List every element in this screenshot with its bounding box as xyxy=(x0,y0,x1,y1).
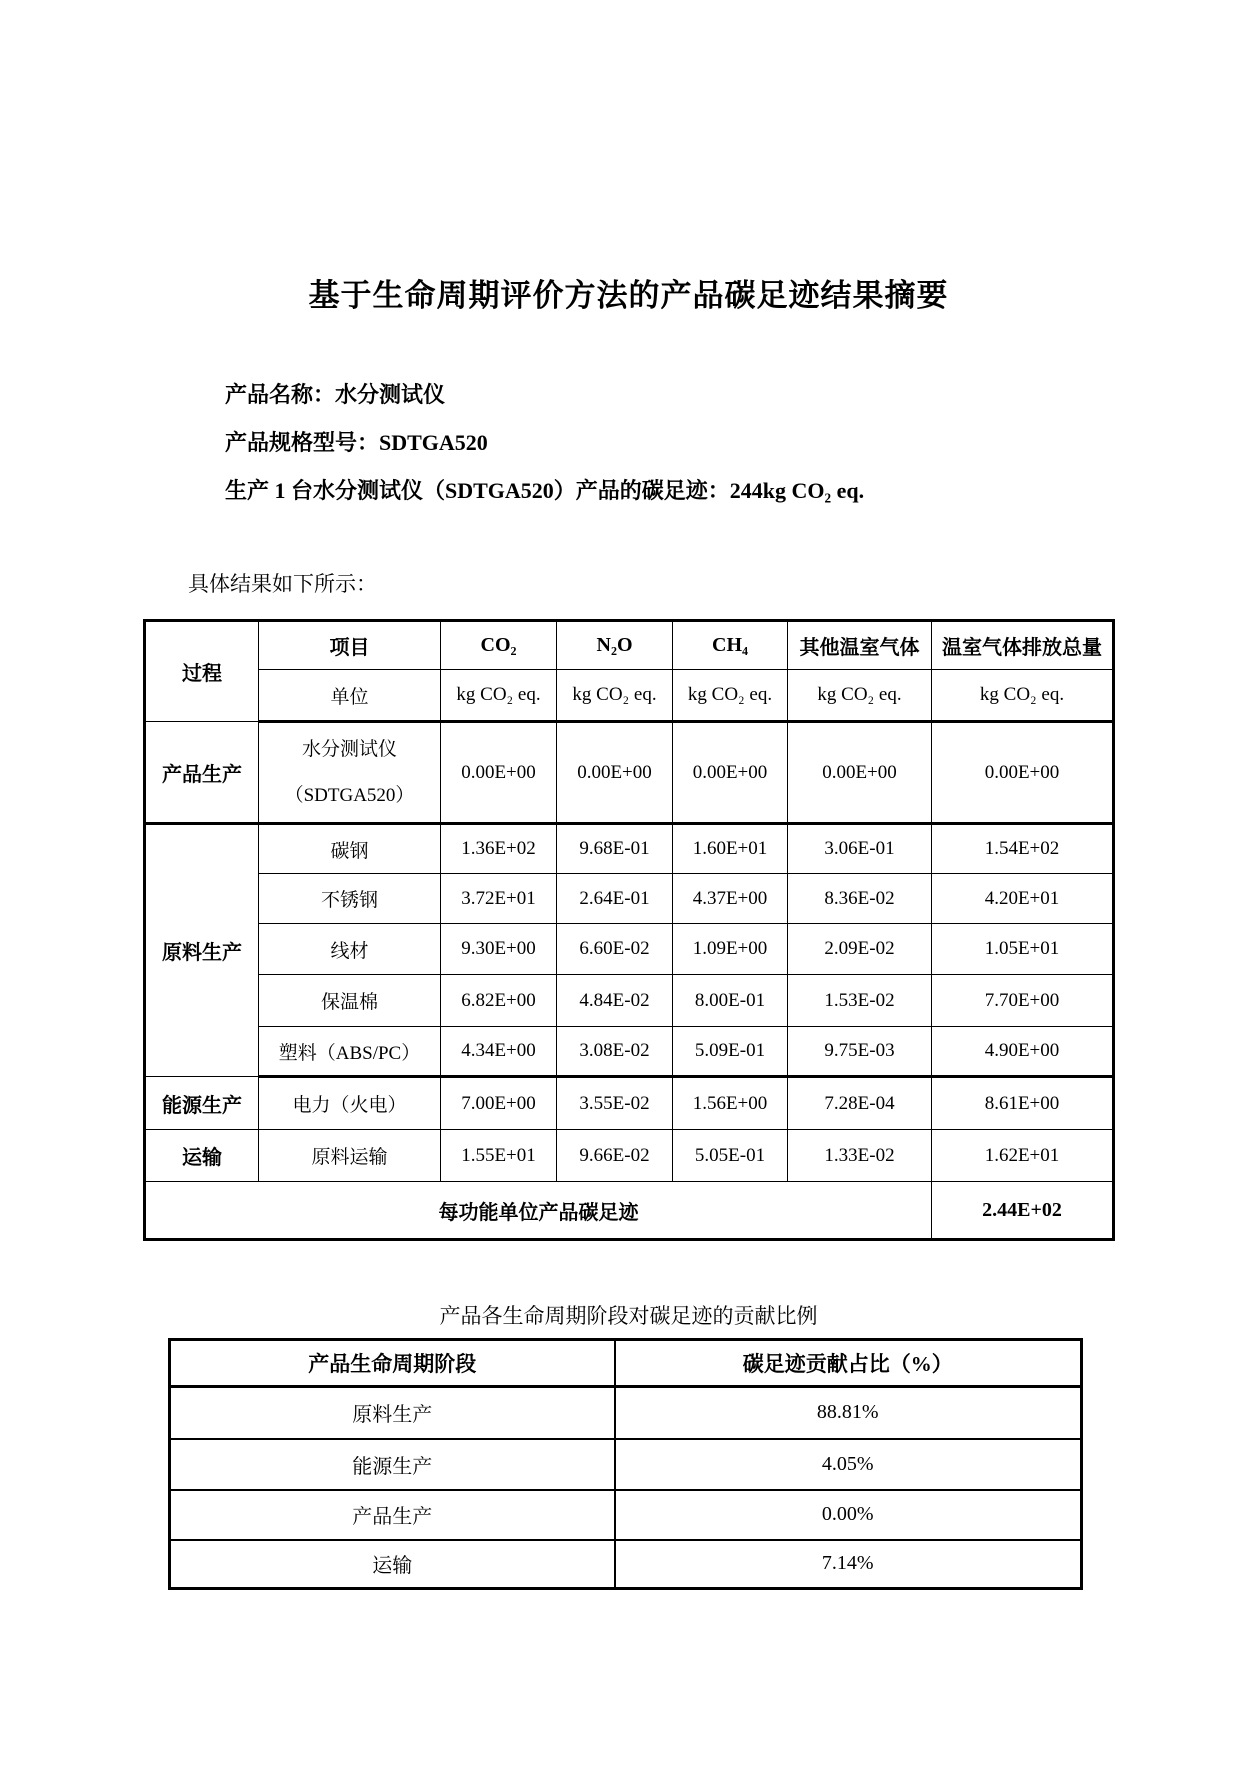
value-cell: 1.54E+02 xyxy=(932,824,1114,874)
gas-header-cell-total: 温室气体排放总量 xyxy=(932,621,1114,670)
value-cell: 0.00E+00 xyxy=(557,722,673,824)
gas-header-cell-n2o: N₂O xyxy=(557,621,673,670)
value-cell: 1.05E+01 xyxy=(932,924,1114,975)
share-header-cell: 碳足迹贡献占比（%） xyxy=(615,1340,1082,1387)
value-cell: 1.36E+02 xyxy=(441,824,557,874)
value-cell: 3.08E-02 xyxy=(557,1027,673,1077)
footer-label-cell: 每功能单位产品碳足迹 xyxy=(145,1182,932,1240)
stage-header-row xyxy=(170,1340,1082,1387)
unit-label-cell: 单位 xyxy=(259,670,441,722)
share-cell: 4.05% xyxy=(615,1439,1082,1490)
stage-cell: 原料生产 xyxy=(170,1387,615,1439)
value-cell: 5.05E-01 xyxy=(673,1130,788,1182)
value-cell: 1.33E-02 xyxy=(788,1130,932,1182)
page-title: 基于生命周期评价方法的产品碳足迹结果摘要 xyxy=(308,278,949,313)
value-cell: 8.61E+00 xyxy=(932,1077,1114,1130)
value-cell: 4.90E+00 xyxy=(932,1027,1114,1077)
value-cell: 9.75E-03 xyxy=(788,1027,932,1077)
item-line: （SDTGA520） xyxy=(284,784,415,806)
share-cell: 7.14% xyxy=(615,1540,1082,1589)
item-cell xyxy=(259,722,441,824)
stage-row-energy xyxy=(170,1439,1082,1490)
item-cell: 塑料（ABS/PC） xyxy=(259,1027,441,1077)
table-row-electricity xyxy=(145,1077,1114,1130)
product-model-line: 产品规格型号：SDTGA520 xyxy=(225,430,488,455)
unit-value-cell: kg CO₂ eq. xyxy=(673,670,788,722)
value-cell: 1.09E+00 xyxy=(673,924,788,975)
item-cell: 线材 xyxy=(259,924,441,975)
stage-header-cell: 产品生命周期阶段 xyxy=(170,1340,615,1387)
table-row-product-production xyxy=(145,722,1114,824)
value-cell: 1.55E+01 xyxy=(441,1130,557,1182)
value-cell: 9.68E-01 xyxy=(557,824,673,874)
stage-table-title: 产品各生命周期阶段对碳足迹的贡献比例 xyxy=(439,1304,818,1328)
stage-cell: 运输 xyxy=(170,1540,615,1589)
value-cell: 0.00E+00 xyxy=(932,722,1114,824)
item-line: 水分测试仪 xyxy=(301,738,397,760)
table-row-plastic xyxy=(145,1027,1114,1077)
value-cell: 7.00E+00 xyxy=(441,1077,557,1130)
value-cell: 3.55E-02 xyxy=(557,1077,673,1130)
process-cell: 原料生产 xyxy=(145,824,259,1077)
process-cell: 能源生产 xyxy=(145,1077,259,1130)
results-note: 具体结果如下所示： xyxy=(188,572,377,596)
item-cell: 保温棉 xyxy=(259,975,441,1027)
value-cell: 1.56E+00 xyxy=(673,1077,788,1130)
value-cell: 1.60E+01 xyxy=(673,824,788,874)
table-row-stainless-steel xyxy=(145,874,1114,924)
value-cell: 4.84E-02 xyxy=(557,975,673,1027)
value-cell: 5.09E-01 xyxy=(673,1027,788,1077)
value-cell: 8.36E-02 xyxy=(788,874,932,924)
table-row-insulation-cotton xyxy=(145,975,1114,1027)
value-cell: 6.60E-02 xyxy=(557,924,673,975)
value-cell: 7.70E+00 xyxy=(932,975,1114,1027)
item-cell: 碳钢 xyxy=(259,824,441,874)
value-cell: 2.09E-02 xyxy=(788,924,932,975)
stage-row-raw-material xyxy=(170,1387,1082,1439)
unit-row xyxy=(145,670,1114,722)
value-cell: 1.53E-02 xyxy=(788,975,932,1027)
value-cell: 2.64E-01 xyxy=(557,874,673,924)
gas-header-cell-co2: CO₂ xyxy=(441,621,557,670)
value-cell: 8.00E-01 xyxy=(673,975,788,1027)
table-footer-row xyxy=(145,1182,1114,1240)
value-cell: 3.72E+01 xyxy=(441,874,557,924)
stage-cell: 能源生产 xyxy=(170,1439,615,1490)
process-cell: 运输 xyxy=(145,1130,259,1182)
item-header-cell: 项目 xyxy=(259,621,441,670)
share-cell: 0.00% xyxy=(615,1490,1082,1540)
carbon-footprint-line: 生产 1 台水分测试仪（SDTGA520）产品的碳足迹：244kg CO₂ eq. xyxy=(225,478,865,503)
stage-contribution-table xyxy=(168,1338,1083,1590)
item-cell: 电力（火电） xyxy=(259,1077,441,1130)
table-row-wire xyxy=(145,924,1114,975)
value-cell: 4.20E+01 xyxy=(932,874,1114,924)
value-cell: 6.82E+00 xyxy=(441,975,557,1027)
unit-value-cell: kg CO₂ eq. xyxy=(557,670,673,722)
process-cell: 产品生产 xyxy=(145,722,259,824)
stage-cell: 产品生产 xyxy=(170,1490,615,1540)
unit-value-cell: kg CO₂ eq. xyxy=(932,670,1114,722)
value-cell: 7.28E-04 xyxy=(788,1077,932,1130)
process-header-cell: 过程 xyxy=(145,621,259,722)
value-cell: 1.62E+01 xyxy=(932,1130,1114,1182)
value-cell: 9.66E-02 xyxy=(557,1130,673,1182)
footer-value-cell: 2.44E+02 xyxy=(932,1182,1114,1240)
value-cell: 3.06E-01 xyxy=(788,824,932,874)
stage-row-transport xyxy=(170,1540,1082,1589)
table-row-carbon-steel xyxy=(145,824,1114,874)
value-cell: 9.30E+00 xyxy=(441,924,557,975)
unit-value-cell: kg CO₂ eq. xyxy=(788,670,932,722)
gas-header-cell-ch4: CH₄ xyxy=(673,621,788,670)
table-header-row xyxy=(145,621,1114,670)
table-row-transport xyxy=(145,1130,1114,1182)
share-cell: 88.81% xyxy=(615,1387,1082,1439)
value-cell: 4.34E+00 xyxy=(441,1027,557,1077)
value-cell: 0.00E+00 xyxy=(673,722,788,824)
emissions-table xyxy=(143,619,1115,1241)
product-info-block xyxy=(225,371,864,515)
gas-header-cell-other: 其他温室气体 xyxy=(788,621,932,670)
unit-value-cell: kg CO₂ eq. xyxy=(441,670,557,722)
stage-row-product xyxy=(170,1490,1082,1540)
item-cell: 不锈钢 xyxy=(259,874,441,924)
product-name-line: 产品名称：水分测试仪 xyxy=(225,382,446,407)
item-cell: 原料运输 xyxy=(259,1130,441,1182)
value-cell: 0.00E+00 xyxy=(788,722,932,824)
value-cell: 0.00E+00 xyxy=(441,722,557,824)
value-cell: 4.37E+00 xyxy=(673,874,788,924)
